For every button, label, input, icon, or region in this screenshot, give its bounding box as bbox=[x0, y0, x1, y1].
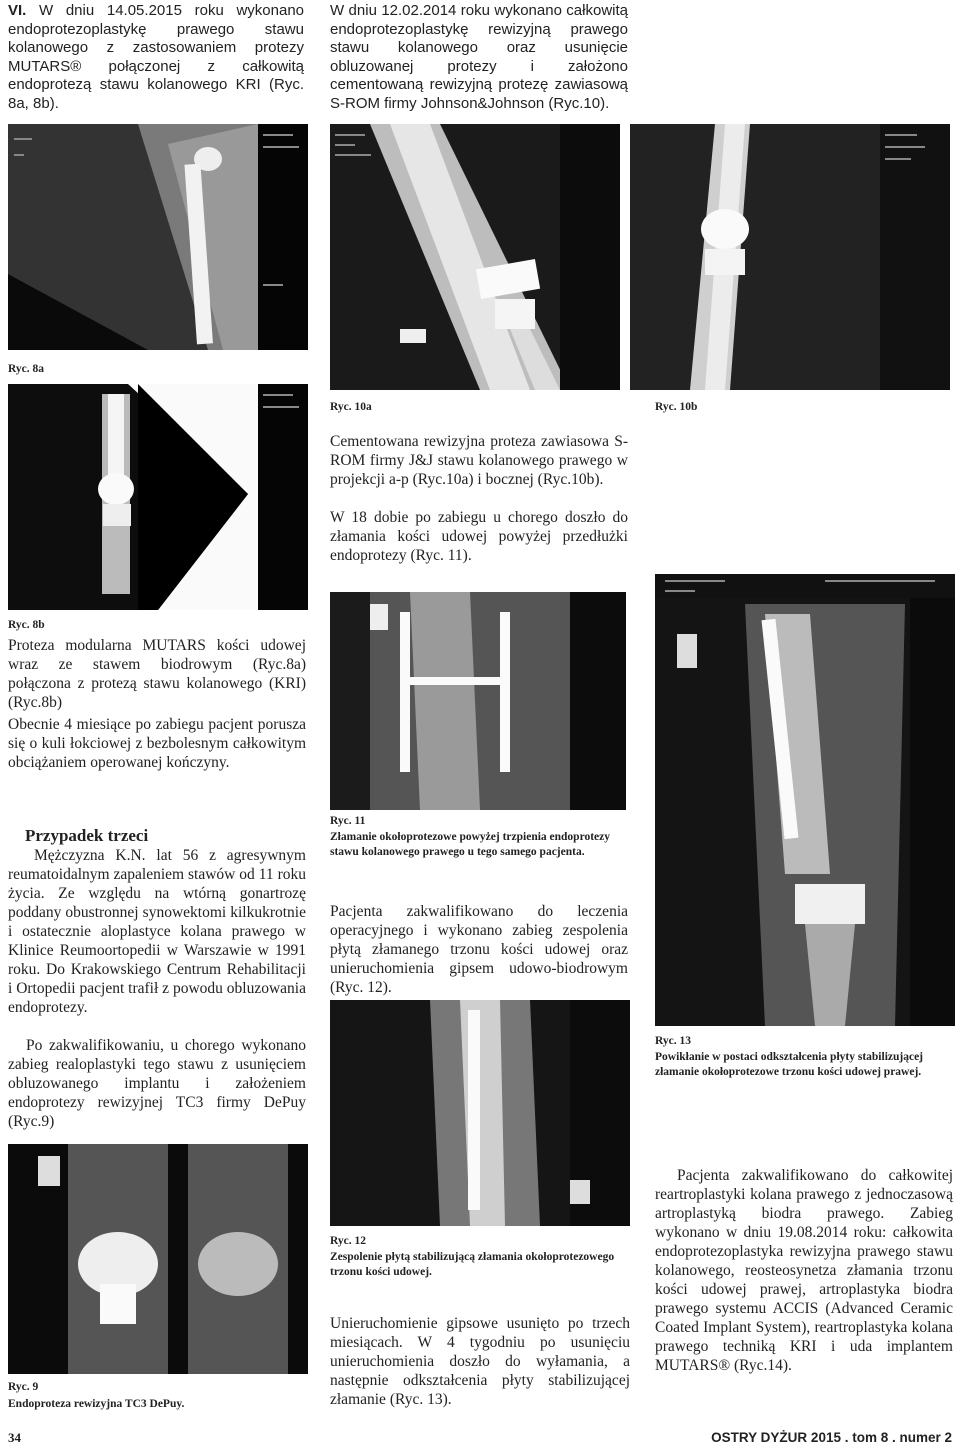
case3-paragraph-1 bbox=[8, 846, 306, 1017]
fig12-caption: Zespolenie płytą stabilizującą złamania okołoprotezowego trzonu kości udowej. bbox=[330, 1251, 615, 1278]
fig8b-label: Ryc. 8b bbox=[8, 619, 45, 631]
section-vi-body: W dniu 14.05.2015 roku wykonano endoprotezoplastykę prawego stawu kolanowego z zastosowaniem protezy MUTARS® połączonej z całkowitą endoprotezą stawu kolanowego KRI (Ryc. 8a, 8b). bbox=[8, 2, 304, 112]
fig8b-caption: Proteza modularna MUTARS kości udowej wraz ze stawem biodrowym (Ryc.8a) połączona z protezą stawu kolanowego (KRI) (Ryc.8b) bbox=[8, 637, 306, 711]
journal-footer: OSTRY DYŻUR 2015 . tom 8 . numer 2 bbox=[711, 1430, 952, 1445]
top-right-paragraph: W dniu 12.02.2014 roku wykonano całkowitą endoprotezoplastykę rewizyjną prawego stawu kolanowego oraz usunięcie obluzowanej protezy i założono cementowaną rewizyjną protezę zawiasową S-ROM firmy Johnson&Johnson (Ryc.10). bbox=[330, 2, 628, 112]
section-vi-text bbox=[8, 2, 304, 113]
fig11-label: Ryc. 11 bbox=[330, 815, 366, 827]
page-number: 34 bbox=[8, 1430, 21, 1445]
section-vi-heading: VI. bbox=[8, 2, 27, 19]
fig10-text-2: W 18 dobie po zabiegu u chorego doszło do złamania kości udowej powyżej przedłużki endoprotezy (Ryc. 11). bbox=[330, 509, 628, 564]
xray-fig10a bbox=[330, 124, 620, 390]
fig8a-label: Ryc. 8a bbox=[8, 363, 45, 375]
fig12-label: Ryc. 12 bbox=[330, 1235, 367, 1247]
fig11-caption: Złamanie okołoprotezowe powyżej trzpienia endoprotezy stawu kolanowego prawego u tego samego pacjenta. bbox=[330, 831, 611, 858]
xray-fig9 bbox=[8, 1144, 308, 1374]
fig10b-label: Ryc. 10b bbox=[655, 401, 698, 413]
xray-fig10b bbox=[630, 124, 950, 390]
case3-p2-text: Po zakwalifikowaniu, u chorego wykonano zabieg realoplastyki tego stawu z usunięciem obluzowanego implantu i założeniem endoprotezy rewizyjnej TC3 firmy DePuy (Ryc.9) bbox=[8, 1037, 306, 1130]
fig13-label: Ryc. 13 bbox=[655, 1035, 692, 1047]
xray-fig13 bbox=[655, 574, 955, 1026]
xray-fig8b bbox=[8, 384, 308, 610]
fig9-label: Ryc. 9 bbox=[8, 1381, 39, 1393]
fig10a-label: Ryc. 10a bbox=[330, 401, 372, 413]
fig13-text: Pacjenta zakwalifikowano do całkowitej reartroplastyki kolana prawego z jednoczasową artroplastyką biodra prawego. Zabieg wykonano w dniu 19.08.2014 roku: całkowita endoprotezoplastyka rewizyjna prawego stawu kolanowego, reosteosynetza złamania trzonu kości udowej prawej, artroplastyka biodra prawego systemu ACCIS (Advanced Ceramic Coated Implant System), reartroplastyka kolana prawego techniką KRI i uda implantem MUTARS® (Ryc.14). bbox=[655, 1167, 953, 1374]
fig9-caption: Endoproteza rewizyjna TC3 DePuy. bbox=[8, 1398, 185, 1410]
xray-fig12 bbox=[330, 1000, 630, 1226]
xray-fig8a bbox=[8, 124, 308, 350]
fig11-text: Pacjenta zakwalifikowano do leczenia operacyjnego i wykonano zabieg zespolenia płytą złamanego trzonu kości udowej oraz unieruchomienia gipsem udowo-biodrowym (Ryc. 12). bbox=[330, 903, 628, 996]
fig10-text-1: Cementowana rewizyjna proteza zawiasowa S-ROM firmy J&J stawu kolanowego prawego w projekcji a-p (Ryc.10a) i bocznej (Ryc.10b). bbox=[330, 433, 628, 488]
case3-p1-text: Mężczyzna K.N. lat 56 z agresywnym reumatoidalnym zapaleniem stawów od 11 roku życia. Ze względu na wtórną gonartrozę poddany obustronnej synowektomi kilkukrotnie i ostatecznie aloplastyce kolana prawego w Klinice Reumoortopedii w Warszawie w 1991 roku. Do Krakowskiego Centrum Rehabilitacji i Ortopedii pacjent trafił z powodu obluzowania endoprotezy. bbox=[8, 847, 306, 1016]
xray-fig11 bbox=[330, 592, 626, 810]
fig12-text: Unieruchomienie gipsowe usunięto po trzech miesiącach. W 4 tygodniu po usunięciu unieruchomienia doszło do wyłamania, a następnie odkształcenia płyty stabilizującej złamanie (Ryc. 13). bbox=[330, 1315, 630, 1408]
fig13-caption: Powikłanie w postaci odkształcenia płyty stabilizującej złamanie okołoprotezowe trzonu kości udowej prawej. bbox=[655, 1051, 924, 1078]
fig8b-text: Obecnie 4 miesiące po zabiegu pacjent porusza się o kuli łokciowej z bezbolesnym całkowitym obciążaniem operowanej kończyny. bbox=[8, 716, 306, 771]
case3-paragraph-2 bbox=[8, 1036, 306, 1131]
case3-heading: Przypadek trzeci bbox=[25, 826, 149, 845]
